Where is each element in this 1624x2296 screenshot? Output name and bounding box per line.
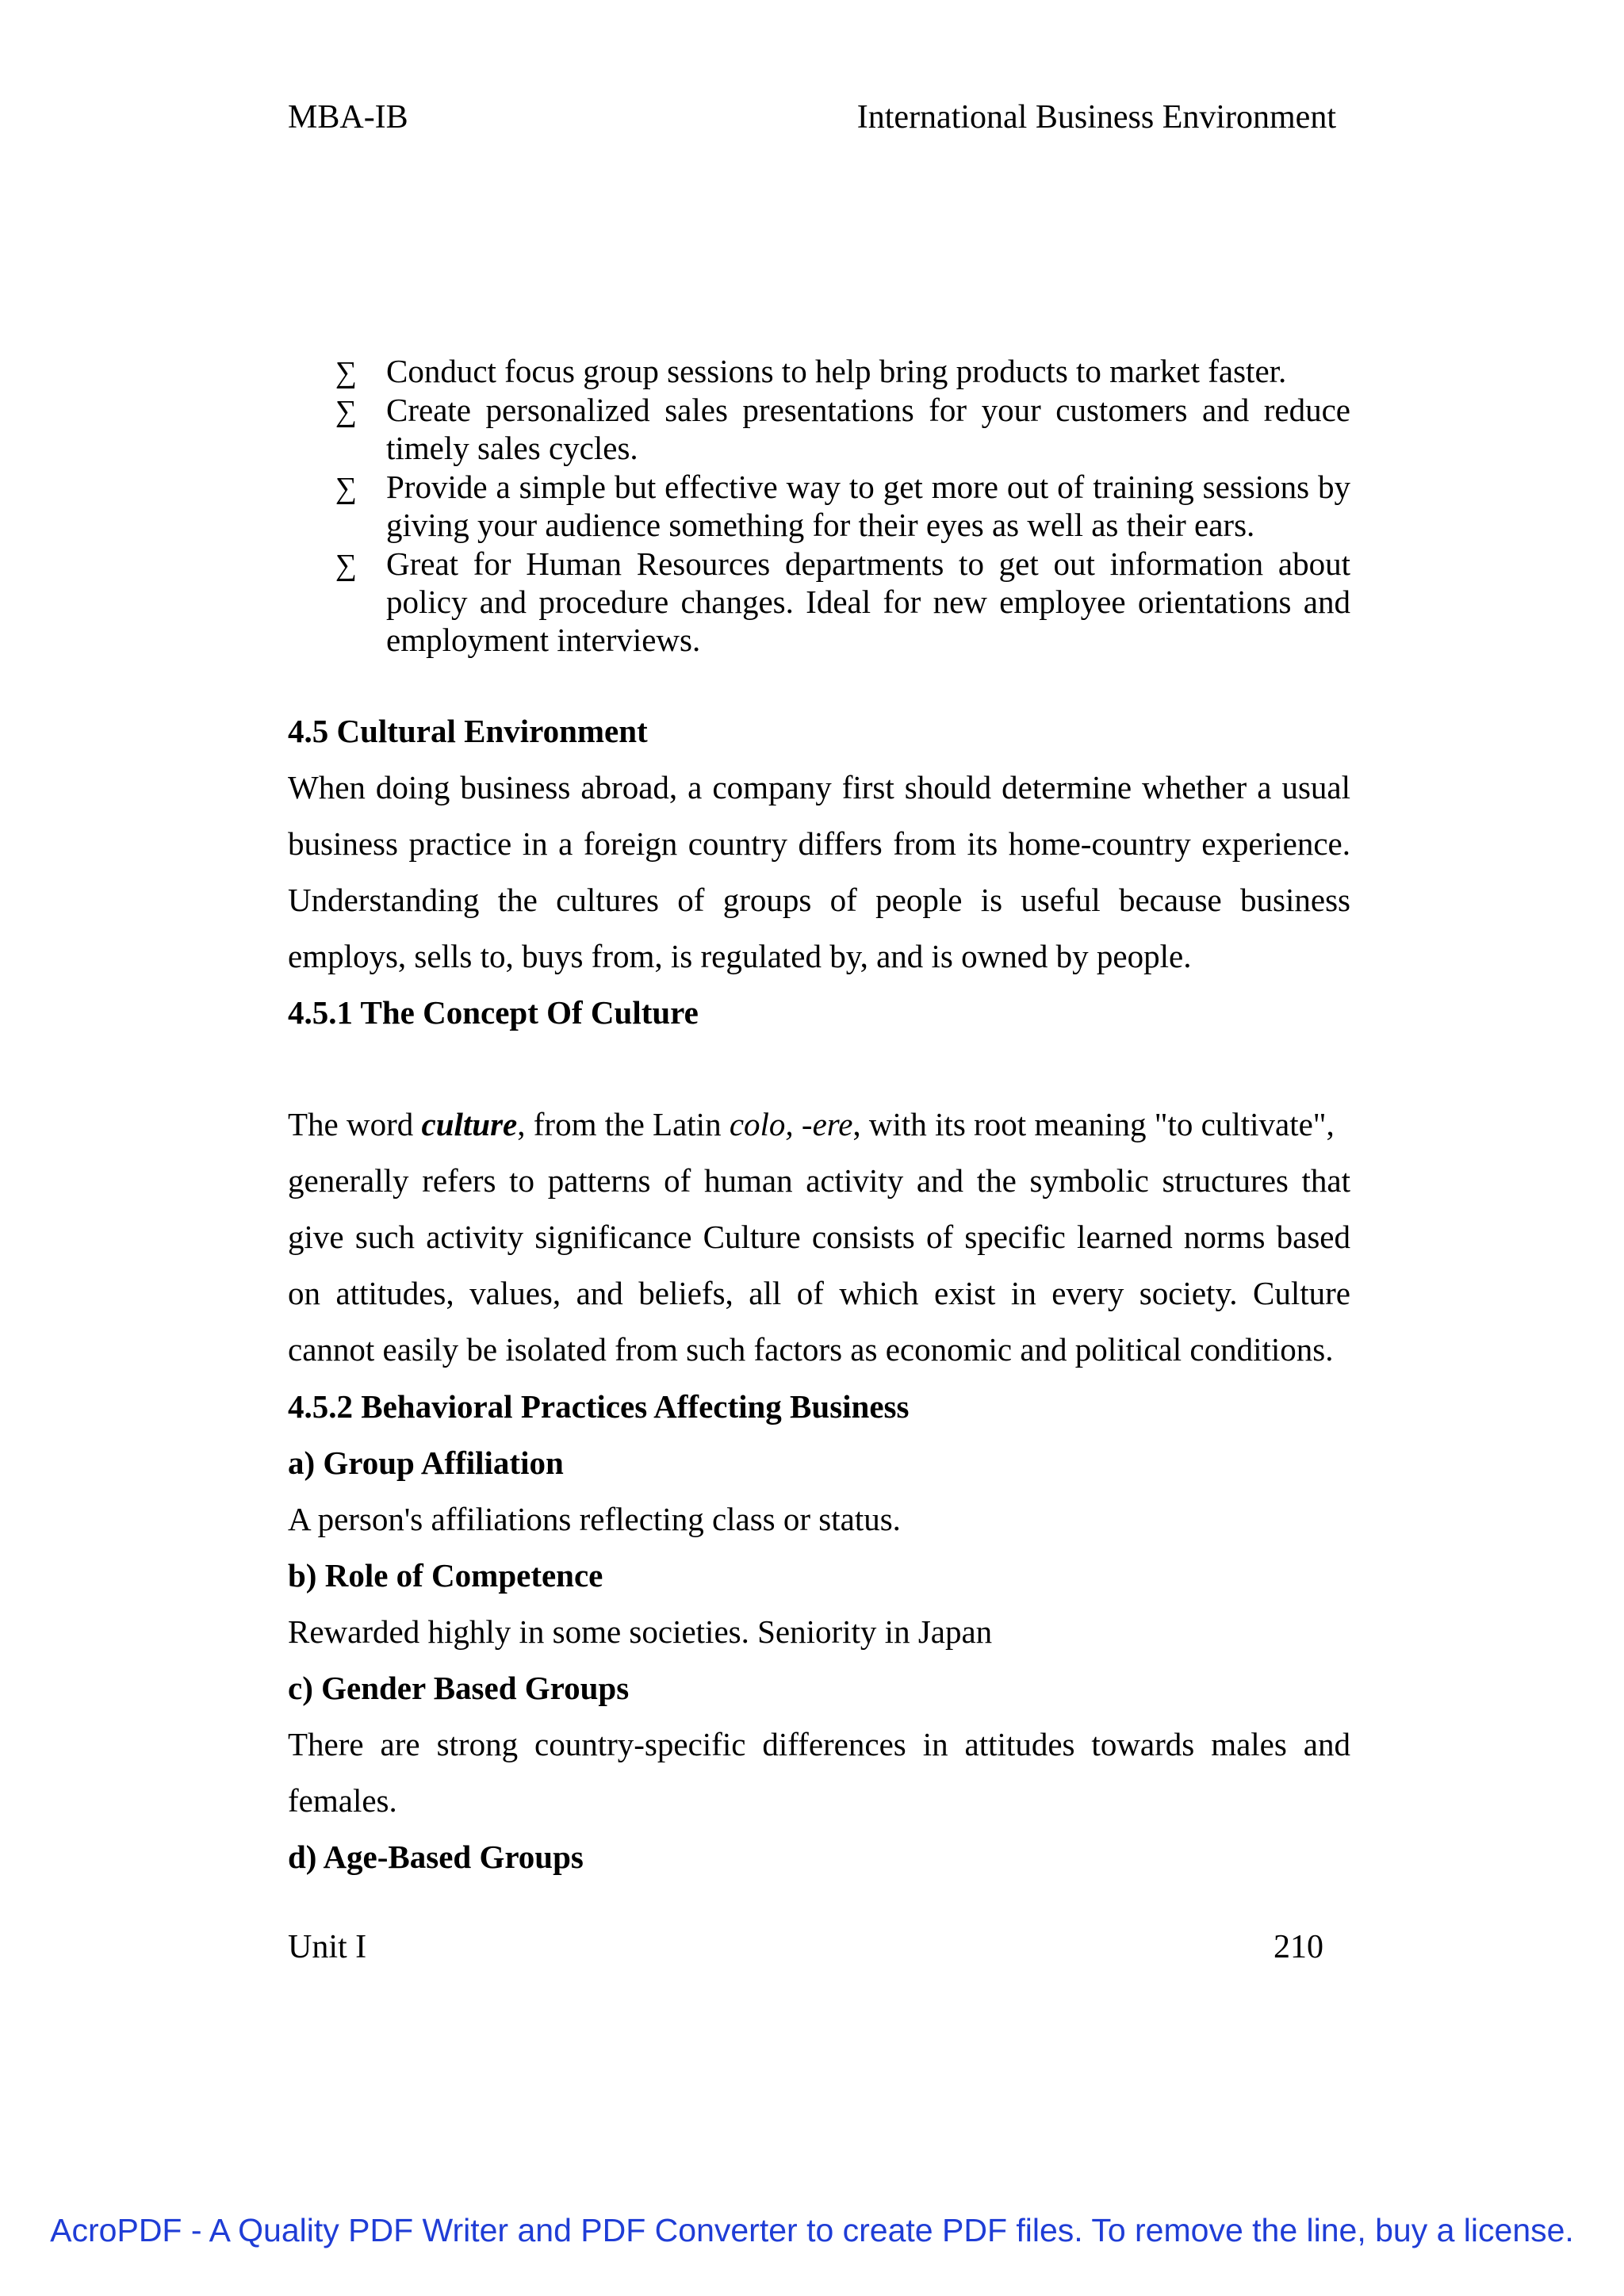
bullet-sigma-icon: ∑ <box>335 356 358 389</box>
list-item-text: Great for Human Resources departments to get out information about policy and procedure changes. Ideal for new employee orientations and employment interviews. <box>386 545 1350 658</box>
list-item <box>288 545 1350 659</box>
list-item <box>288 468 1350 544</box>
bullet-sigma-icon: ∑ <box>335 549 358 582</box>
paragraph-line <box>288 1105 1350 1143</box>
section-heading-4-5-2: 4.5.2 Behavioral Practices Affecting Business <box>288 1388 910 1425</box>
bullet-sigma-icon: ∑ <box>335 472 358 505</box>
paragraph-line: When doing business abroad, a company first should determine whether a usual <box>288 769 1350 806</box>
paragraph-line: Understanding the cultures of groups of people is useful because business <box>288 882 1350 918</box>
latin-term: colo, -ere <box>729 1106 853 1142</box>
paragraph-line: Rewarded highly in some societies. Seniority in Japan <box>288 1613 993 1650</box>
emphasized-term: culture <box>421 1106 518 1142</box>
page-footer-unit: Unit I <box>288 1929 367 1965</box>
list-item-text: Provide a simple but effective way to get more out of training sessions by giving your audience something for their eyes as well as their ears. <box>386 469 1350 543</box>
paragraph-line: cannot easily be isolated from such factors as economic and political conditions. <box>288 1331 1334 1368</box>
subheading-group-affiliation: a) Group Affiliation <box>288 1445 564 1481</box>
text-run: The word <box>288 1106 422 1142</box>
section-heading-4-5: 4.5 Cultural Environment <box>288 713 648 749</box>
paragraph-line: employs, sells to, buys from, is regulated by, and is owned by people. <box>288 938 1192 974</box>
paragraph-line: There are strong country-specific differences in attitudes towards males and <box>288 1726 1350 1762</box>
acropdf-watermark: AcroPDF - A Quality PDF Writer and PDF Converter to create PDF files. To remove the line, buy a license. <box>50 2212 1574 2248</box>
paragraph-line: give such activity significance Culture consists of specific learned norms based <box>288 1219 1350 1255</box>
text-run: , from the Latin <box>517 1106 730 1142</box>
paragraph-line: business practice in a foreign country differs from its home-country experience. <box>288 825 1350 862</box>
list-item-text: Create personalized sales presentations for your customers and reduce timely sales cycles. <box>386 392 1350 466</box>
list-item <box>288 391 1350 467</box>
paragraph-line: A person's affiliations reflecting class or status. <box>288 1501 901 1537</box>
list-item <box>288 352 1350 390</box>
page-header-left: MBA-IB <box>288 99 408 136</box>
paragraph-line: on attitudes, values, and beliefs, all of which exist in every society. Culture <box>288 1275 1350 1311</box>
bullet-sigma-icon: ∑ <box>335 395 358 428</box>
paragraph-line: females. <box>288 1782 397 1819</box>
subheading-role-of-competence: b) Role of Competence <box>288 1557 603 1594</box>
subheading-gender-based-groups: c) Gender Based Groups <box>288 1670 630 1706</box>
list-item-text: Conduct focus group sessions to help bring products to market faster. <box>386 353 1287 389</box>
subheading-age-based-groups: d) Age-Based Groups <box>288 1839 584 1875</box>
section-heading-4-5-1: 4.5.1 The Concept Of Culture <box>288 994 699 1031</box>
paragraph-line: generally refers to patterns of human activity and the symbolic structures that <box>288 1162 1350 1199</box>
bullet-list <box>288 352 1350 660</box>
page-header-right: International Business Environment <box>856 99 1336 136</box>
page-number: 210 <box>1274 1929 1323 1965</box>
text-run: , with its root meaning "to cultivate", <box>852 1106 1335 1142</box>
